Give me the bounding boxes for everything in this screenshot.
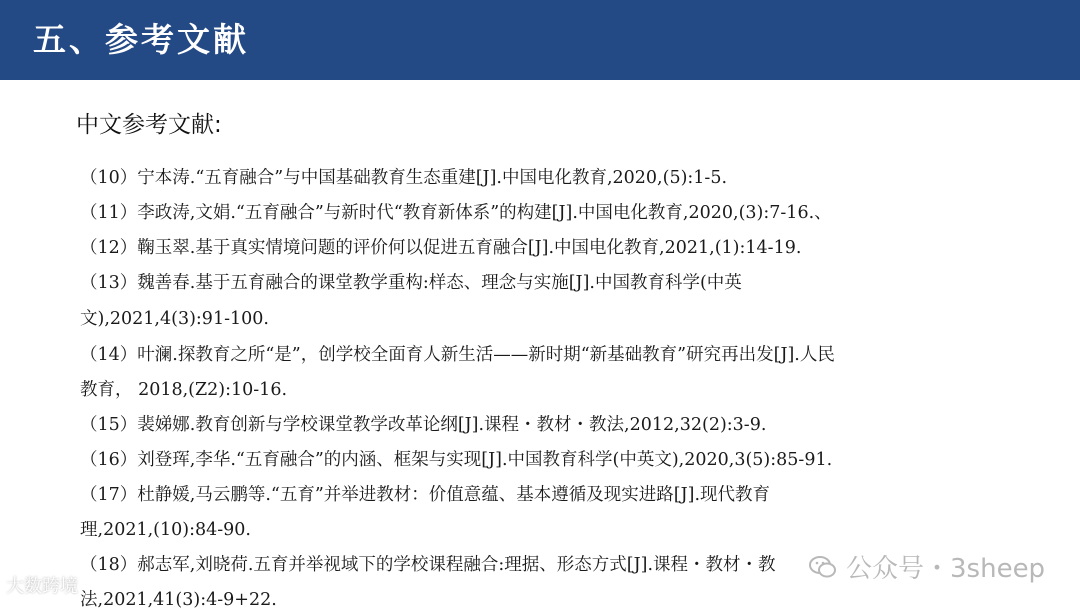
reference-line: 文),2021,4(3):91-100.: [80, 309, 269, 329]
reference-line: （18）郝志军,刘晓荷.五育并举视域下的学校课程融合:理据、形态方式[J].课程・教材・教: [80, 555, 776, 575]
reference-line: 理,2021,(10):84-90.: [80, 520, 251, 540]
reference-line: （14）叶澜.探教育之所“是”，创学校全面育人新生活——新时期“新基础教育”研究再出发[J].人民: [80, 345, 835, 365]
watermark-left: 大数跨境: [6, 576, 78, 597]
reference-line: （12）鞠玉翠.基于真实情境问题的评价何以促进五育融合[J].中国电化教育,2021,(1):14-19.: [80, 238, 802, 258]
reference-line: （15）裴娣娜.教育创新与学校课堂教学改革论纲[J].课程・教材・教法,2012,32(2):3-9.: [80, 415, 767, 435]
reference-line: （10）宁本涛.“五育融合”与中国基础教育生态重建[J].中国电化教育,2020,(5):1-5.: [80, 168, 728, 188]
reference-line: 教育， 2018,(Z2):10-16.: [80, 380, 288, 400]
watermark-right-text: 公众号・3sheep: [846, 554, 1046, 584]
title-bar: [0, 0, 1080, 80]
reference-line: （13）魏善春.基于五育融合的课堂教学重构:样态、理念与实施[J].中国教育科学(中英: [80, 273, 742, 293]
wechat-icon: [808, 552, 838, 582]
reference-line: 法,2021,41(3):4-9+22.: [80, 590, 277, 610]
page-title: 五、参考文献: [33, 20, 249, 59]
reference-line: （17）杜静媛,马云鹏等.“五育”并举进教材：价值意蕴、基本遵循及现实进路[J].现代教育: [80, 485, 771, 505]
reference-line: （11）李政涛,文娟.“五育融合”与新时代“教育新体系”的构建[J].中国电化教育,2020,(3):7-16.、: [80, 203, 832, 223]
section-subheading: 中文参考文献:: [76, 112, 222, 138]
watermark-right: [808, 548, 1045, 585]
reference-line: （16）刘登珲,李华.“五育融合”的内涵、框架与实现[J].中国教育科学(中英文),2020,3(5):85-91.: [80, 450, 833, 470]
